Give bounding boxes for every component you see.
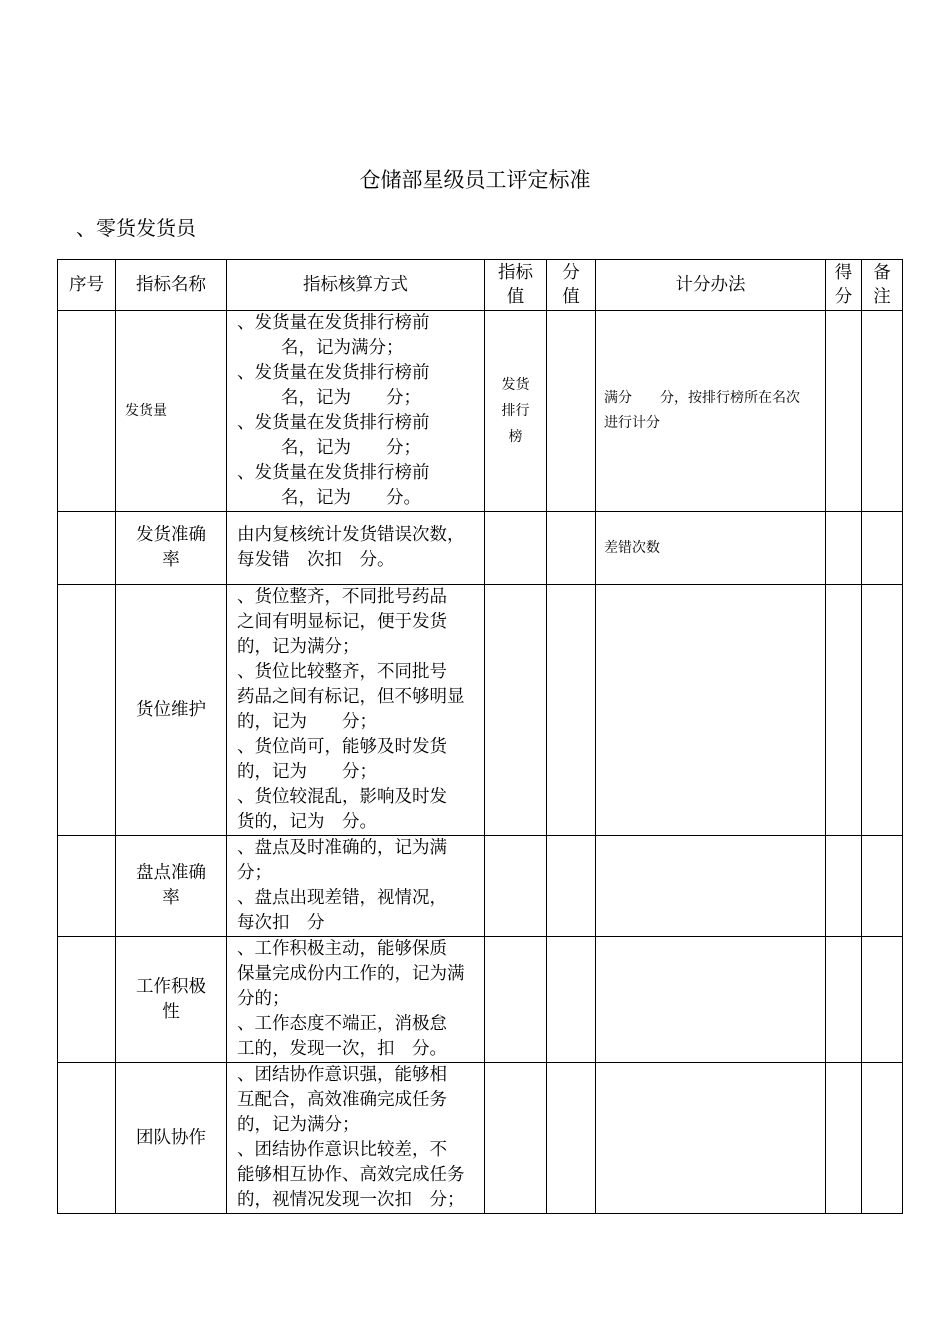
row-seq: [58, 836, 116, 937]
name-line: 性: [162, 1001, 180, 1022]
name-line: 盘点准确: [136, 863, 206, 883]
method-line: 、货位较混乱，影响及时发: [237, 787, 447, 807]
name-line: 工作积极: [136, 976, 206, 997]
row-method: [227, 311, 485, 512]
method-line: 、货位整齐，不同批号药品: [237, 587, 447, 607]
method-line: 药品之间有标记，但不够明显: [237, 687, 465, 707]
row-name: [116, 512, 227, 585]
header-scoring: 计分办法: [596, 260, 826, 311]
row-method: [227, 1063, 485, 1214]
method-line: 、发货量在发货排行榜前: [237, 413, 430, 433]
method-line: 分的；: [237, 989, 290, 1009]
method-line: 的，视情况发现一次扣 分；: [237, 1190, 465, 1210]
row-value: [485, 512, 547, 585]
row-remark: [862, 1063, 903, 1214]
header-score: [826, 260, 862, 311]
method-line: 保量完成份内工作的，记为满: [237, 964, 465, 984]
method-line: 之间有明显标记，便于发货: [237, 612, 447, 632]
row-method: [227, 512, 485, 585]
value-line: 发货: [501, 377, 530, 393]
header-value: [485, 260, 547, 311]
value-line: 排行: [501, 403, 530, 419]
row-name: 发货量: [116, 311, 227, 512]
header-score-line2: 分: [834, 287, 853, 307]
scoring-line: 进行计分: [604, 415, 660, 431]
method-line: 每次扣 分: [237, 913, 325, 933]
table-row: [58, 512, 903, 585]
row-method: [227, 585, 485, 836]
row-value: [485, 937, 547, 1063]
method-line: 、发货量在发货排行榜前: [237, 363, 430, 383]
method-line: 、货位尚可，能够及时发货: [237, 737, 447, 757]
row-score: [826, 311, 862, 512]
document-title: 仓储部星级员工评定标准: [359, 168, 591, 192]
method-line: 的，记为满分；: [237, 1115, 360, 1135]
name-line: 率: [162, 550, 180, 570]
row-remark: [862, 836, 903, 937]
row-scoring: [596, 311, 826, 512]
method-line: 、盘点及时准确的，记为满: [237, 838, 447, 858]
row-points: [547, 585, 596, 836]
header-method: 指标核算方式: [227, 260, 485, 311]
row-points: [547, 512, 596, 585]
header-seq: 序号: [58, 260, 116, 311]
row-seq: [58, 1063, 116, 1214]
row-score: [826, 836, 862, 937]
table-header-row: [58, 260, 903, 311]
method-line: 、团结协作意识比较差，不: [237, 1140, 447, 1160]
row-points: [547, 836, 596, 937]
row-score: [826, 937, 862, 1063]
name-line: 率: [162, 888, 180, 908]
header-points-line2: 值: [562, 287, 580, 307]
row-scoring: [596, 585, 826, 836]
method-line: 互配合，高效准确完成任务: [237, 1090, 447, 1110]
criteria-table: [57, 259, 903, 1214]
header-value-line2: 值: [506, 287, 525, 307]
header-points-line1: 分: [562, 263, 580, 283]
method-line: 工的，发现一次，扣 分。: [237, 1039, 447, 1059]
method-line: 、发货量在发货排行榜前: [237, 463, 430, 483]
method-line: 名，记为 分；: [281, 438, 421, 458]
row-value: [485, 311, 547, 512]
row-scoring: [596, 1063, 826, 1214]
method-line: 、团结协作意识强，能够相: [237, 1065, 447, 1085]
header-score-line1: 得: [834, 263, 853, 283]
row-seq: [58, 512, 116, 585]
row-scoring: [596, 937, 826, 1063]
row-points: [547, 311, 596, 512]
row-value: [485, 585, 547, 836]
method-line: 、货位比较整齐，不同批号: [237, 662, 447, 682]
row-name: 团队协作: [116, 1063, 227, 1214]
method-line: 的，记为 分；: [237, 712, 377, 732]
method-line: 货的，记为 分。: [237, 812, 377, 832]
header-value-line1: 指标: [498, 263, 533, 283]
scoring-line: 差错次数: [604, 539, 660, 556]
row-method: [227, 937, 485, 1063]
header-remark-line1: 备: [873, 263, 891, 283]
scoring-line: 满分 分，按排行榜所在名次: [604, 390, 800, 406]
row-seq: [58, 937, 116, 1063]
row-remark: [862, 937, 903, 1063]
table-row: [58, 585, 903, 836]
method-line: 的，记为满分；: [237, 637, 360, 657]
method-line: 名，记为 分。: [281, 488, 421, 508]
method-line: 、发货量在发货排行榜前: [237, 313, 430, 333]
method-line: 的，记为 分；: [237, 762, 377, 782]
row-value: [485, 836, 547, 937]
row-scoring: [596, 836, 826, 937]
header-name: 指标名称: [116, 260, 227, 311]
method-line: 名，记为 分；: [281, 388, 421, 408]
method-line: 名，记为满分；: [281, 338, 404, 358]
row-score: [826, 512, 862, 585]
row-score: [826, 1063, 862, 1214]
row-name: [116, 937, 227, 1063]
table-row: [58, 1063, 903, 1214]
method-line: 、工作态度不端正，消极怠: [237, 1014, 447, 1034]
name-line: 发货准确: [136, 525, 206, 545]
row-scoring: [596, 512, 826, 585]
header-points: [547, 260, 596, 311]
method-line: 、盘点出现差错，视情况，: [237, 888, 447, 908]
method-line: 能够相互协作、高效完成任务: [237, 1165, 465, 1185]
row-points: [547, 937, 596, 1063]
method-line: 每发错 次扣 分。: [237, 550, 395, 570]
row-seq: [58, 311, 116, 512]
row-remark: [862, 585, 903, 836]
row-seq: [58, 585, 116, 836]
row-name: 货位维护: [116, 585, 227, 836]
row-name: [116, 836, 227, 937]
table-row: [58, 836, 903, 937]
row-score: [826, 585, 862, 836]
table-row: [58, 311, 903, 512]
value-line: 榜: [508, 429, 523, 445]
method-line: 分；: [237, 863, 272, 883]
method-line: 、工作积极主动，能够保质: [237, 939, 447, 959]
header-remark-line2: 注: [873, 287, 891, 307]
header-remark: [862, 260, 903, 311]
row-remark: [862, 512, 903, 585]
section-heading: 、零货发货员: [76, 216, 196, 240]
row-points: [547, 1063, 596, 1214]
table-row: [58, 937, 903, 1063]
method-line: 由内复核统计发货错误次数，: [237, 525, 465, 545]
row-remark: [862, 311, 903, 512]
row-value: [485, 1063, 547, 1214]
row-method: [227, 836, 485, 937]
